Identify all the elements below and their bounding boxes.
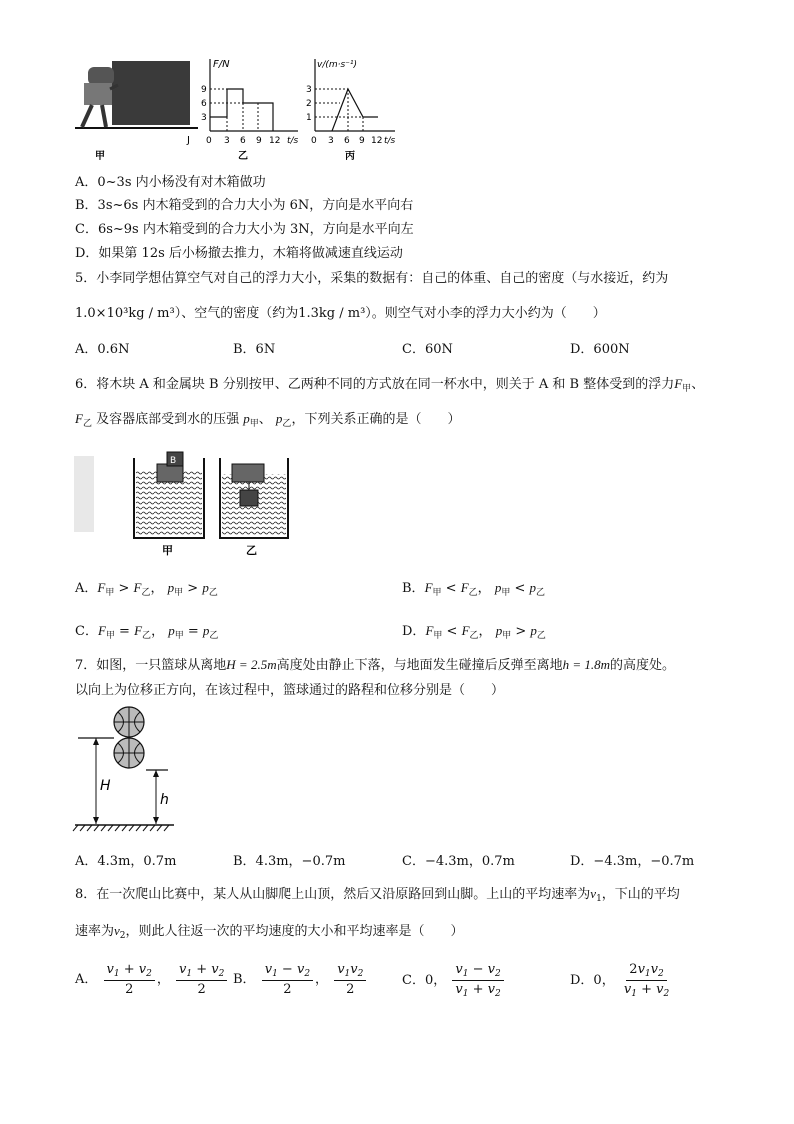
q6-stem-line1: 6．将木块 A 和金属块 B 分别按甲、乙两种不同的方式放在同一杯水中，则关于 A 和 B 整体受到的浮力$F_甲$、 <box>75 376 705 394</box>
q7-stem-line1: 7．如图，一只篮球从离地H = 2.5m高度处由静止下落，与地面发生碰撞后反弹至离地h = 1.8m的高度处。 <box>75 657 676 673</box>
q4-option-b: B．3s~6s 内木箱受到的合力大小为 6N，方向是水平向右 <box>75 198 414 213</box>
q4-option-c: C．6s~9s 内木箱受到的合力大小为 3N，方向是水平向左 <box>75 222 414 237</box>
q8-stem-line1: 8．在一次爬山比赛中，某人从山脚爬上山顶，然后又沿原路回到山脚。上山的平均速率为$v_1$，下山的平均 <box>75 886 680 904</box>
velocity-tick-1: 1 <box>306 113 312 123</box>
top-figure <box>70 55 400 167</box>
q5-option-a: A．0.6N <box>75 342 130 357</box>
q8-option-a: A． $\frac{v_1 + v_2}{2}$ ， $\frac{v_1 + v_2}{2}$ <box>75 962 229 997</box>
time-tick-0: 0 <box>206 136 212 146</box>
air-density: 1.3kg / m³ <box>298 306 366 321</box>
force-tick-3: 3 <box>201 113 207 123</box>
basketball-bottom <box>114 738 144 768</box>
velocity-time-graph <box>306 59 396 146</box>
time-tick-3b: 3 <box>328 136 334 146</box>
q7-option-b: B．4.3m，−0.7m <box>233 854 346 869</box>
q4-option-d: D．如果第 12s 后小杨撤去推力，木箱将做减速直线运动 <box>75 246 403 261</box>
fig-yi-label-q6: 乙 <box>246 544 257 557</box>
H-label: H <box>100 778 111 794</box>
velocity-tick-2: 2 <box>306 99 312 109</box>
q8-stem-line2: 速率为$v_2$，则此人往返一次的平均速度的大小和平均速率是（ ） <box>75 923 464 941</box>
container-yi <box>220 458 288 538</box>
q7-stem-line2: 以向上为位移正方向，在该过程中，篮球通过的路程和位移分别是（ ） <box>75 683 505 698</box>
velocity-axis-label: v/(m·s⁻¹) <box>317 60 358 70</box>
time-tick-0b: 0 <box>311 136 317 146</box>
velocity-tick-3: 3 <box>306 85 312 95</box>
time-tick-9b: 9 <box>359 136 365 146</box>
fig-jia-label-q6: 甲 <box>162 544 173 557</box>
fig-bing-label: 丙 <box>345 151 355 162</box>
time-axis-label-2: t/s <box>384 136 396 146</box>
time-tick-6: 6 <box>240 136 246 146</box>
q4-option-a: A．0~3s 内小杨没有对木箱做功 <box>75 175 266 190</box>
time-tick-12b: 12 <box>371 136 383 146</box>
fig-yi-label: 乙 <box>238 151 248 162</box>
q7-option-c: C．−4.3m，0.7m <box>402 854 515 869</box>
q7-option-d: D．−4.3m，−0.7m <box>570 854 695 869</box>
time-tick-12: 12 <box>269 136 281 146</box>
q8-option-c: C．0， $\frac{v_1 - v_2}{v_1 + v_2}$ <box>402 962 506 999</box>
force-time-graph <box>201 59 299 146</box>
water-density: 1.0×10³kg / m³ <box>75 306 175 321</box>
q5-stem-line1: 5．小李同学想估算空气对自己的浮力大小，采集的数据有：自己的体重、自己的密度（与水接近，约为 <box>75 271 669 286</box>
time-tick-9: 9 <box>256 136 262 146</box>
q5-stem-line2: 1.0×10³kg / m³）、空气的密度（约为1.3kg / m³）。则空气对小李的浮力大小约为（ ） <box>75 306 606 321</box>
fig-jia-label: 甲 <box>95 151 105 162</box>
q6-option-c: C．$F_甲 = F_乙$， $p_甲 = p_乙$ <box>75 623 219 641</box>
q6-figure <box>70 450 300 560</box>
time-tick-3: 3 <box>224 136 230 146</box>
basketball-top <box>114 707 144 737</box>
q5-option-d: D．600N <box>570 342 630 357</box>
svg-text:J: J <box>187 135 190 146</box>
force-tick-9: 9 <box>201 85 207 95</box>
force-axis-label: F/N <box>213 59 230 70</box>
q6-option-a: A．$F_甲 > F_乙$， $p_甲 > p_乙$ <box>75 580 218 598</box>
container-jia <box>134 452 204 538</box>
time-axis-label: t/s <box>287 136 299 146</box>
q5-option-c: C．60N <box>402 342 453 357</box>
q6-option-d: D．$F_甲 < F_乙$， $p_甲 > p_乙$ <box>402 623 546 641</box>
q7-basketball-figure <box>70 702 190 838</box>
h-label: h <box>160 792 169 808</box>
q8-option-b: B． $\frac{v_1 - v_2}{2}$ ， $\frac{v_1v_2}{2}$ <box>233 962 368 997</box>
q5-option-b: B．6N <box>233 342 276 357</box>
force-tick-6: 6 <box>201 99 207 109</box>
q8-option-d: D．0， $\frac{2v_1v_2}{v_1 + v_2}$ <box>570 962 670 999</box>
q7-option-a: A．4.3m，0.7m <box>75 854 177 869</box>
q6-stem-line2: $F_乙$ 及容器底部受到水的压强 $p_甲$、 $p_乙$，下列关系正确的是（ ） <box>75 411 461 429</box>
person-pushing-box-illustration <box>75 61 198 146</box>
time-tick-6b: 6 <box>344 136 350 146</box>
faded-strip <box>74 456 94 532</box>
svg-text:B: B <box>170 456 177 466</box>
q6-option-b: B．$F_甲 < F_乙$， $p_甲 < p_乙$ <box>402 580 546 598</box>
